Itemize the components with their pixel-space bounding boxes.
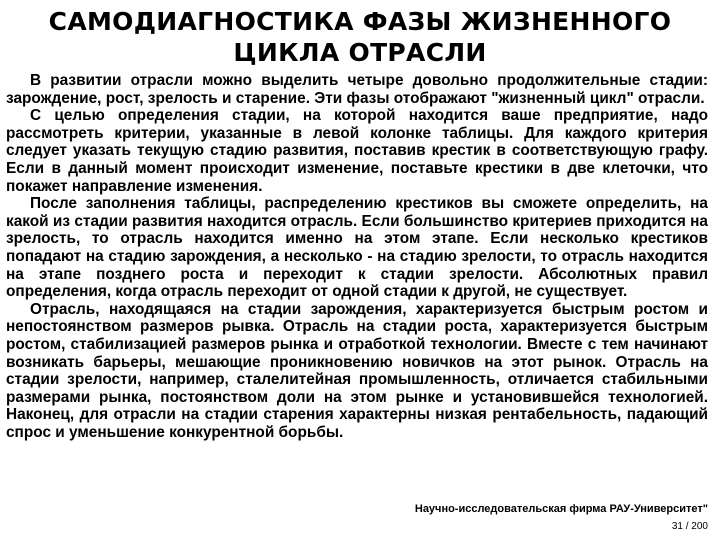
paragraph-table-analysis: После заполнения таблицы, распределению крестиков вы сможете определить, на какой из стадии развития находится отрасль. Если большинство критериев приходится на зрелость, то отрасль находится именно на этом этапе. Если несколько крестиков попадают на стадию зарождения, а несколько - на стадию зрелости, то отрасль находится на этапе позднего роста и переходит к стадии зрелости. Абсолютных правил определения, когда отрасль переходит от одной стадии к другой, не существует. bbox=[6, 195, 708, 301]
slide-title-line-1: САМОДИАГНОСТИКА ФАЗЫ ЖИЗНЕННОГО bbox=[48, 7, 672, 36]
slide-title bbox=[0, 6, 720, 68]
page-number: 31 / 200 bbox=[671, 521, 708, 532]
paragraph-purpose: С целью определения стадии, на которой находится ваше предприятие, надо рассмотреть критерии, указанные в левой колонке таблицы. Для каждого критерия следует указать текущую стадию развития, поставив крестик в соответствующую графу. Если в данный момент происходит изменение, поставьте крестики в две клеточки, что покажет направление изменения. bbox=[6, 107, 708, 195]
slide-body bbox=[6, 72, 708, 441]
slide-title-line-2: ЦИКЛА ОТРАСЛИ bbox=[233, 38, 487, 67]
footer-company: Научно-исследовательская фирма РАУ-Университет" bbox=[414, 503, 708, 515]
paragraph-intro: В развитии отрасли можно выделить четыре довольно продолжительные стадии: зарождение, рост, зрелость и старение. Эти фазы отображают "жизненный цикл" отрасли. bbox=[6, 72, 708, 107]
paragraph-stages-description: Отрасль, находящаяся на стадии зарождения, характеризуется быстрым ростом и непостоянством размеров рывка. Отрасль на стадии роста, характеризуется быстрым ростом, стабилизацией размеров рынка и отработкой технологии. Вместе с тем начинают возникать барьеры, мешающие проникновению новичков на этот рынок. Отрасль на стадии зрелости, например, сталелитейная промышленность, отличается стабильными размерами рынка, постоянством доли на этом рынке и установившейся технологией. Наконец, для отрасли на стадии старения характерны низкая рентабельность, падающий спрос и уменьшение конкурентной борьбы. bbox=[6, 300, 708, 441]
slide-footer bbox=[368, 501, 708, 535]
